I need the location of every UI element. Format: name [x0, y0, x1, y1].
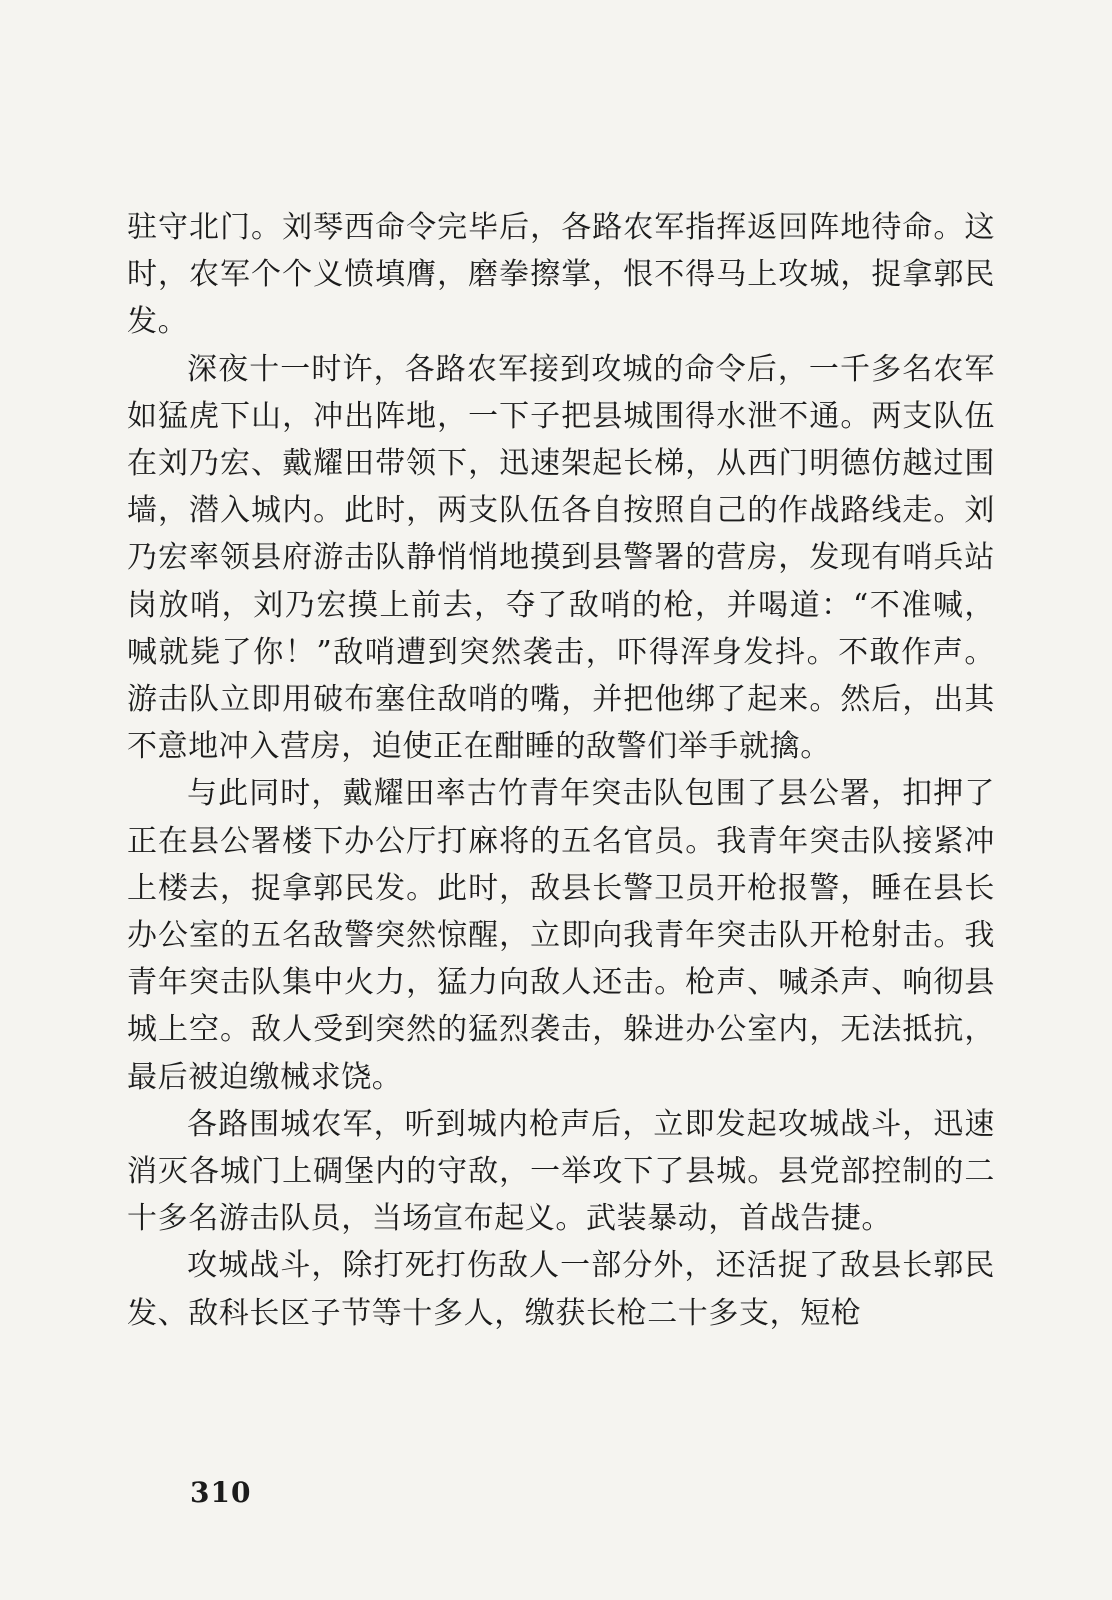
paragraph-5: 攻城战斗，除打死打伤敌人一部分外，还活捉了敌县长郭民发、敌科长区子节等十多人，缴获长枪二十多支，短枪: [127, 1248, 995, 1331]
paragraph-3: 与此同时，戴耀田率古竹青年突击队包围了县公署，扣押了正在县公署楼下办公厅打麻将的五名官员。我青年突击队接紧冲上楼去，捉拿郭民发。此时，敌县长警卫员开枪报警，睡在县长办公室的五名敌警突然惊醒，立即向我青年突击队开枪射击。我青年突击队集中火力，猛力向敌人还击。枪声、喊杀声、响彻县城上空。敌人受到突然的猛烈袭击，躲进办公室内，无法抵抗，最后被迫缴械求饶。: [127, 776, 995, 1095]
page-number: 310: [190, 1476, 252, 1509]
paragraph-1: 驻守北门。刘琴西命令完毕后，各路农军指挥返回阵地待命。这时，农军个个义愤填膺，磨拳擦掌，恨不得马上攻城，捉拿郭民发。: [127, 210, 995, 340]
paragraph-2: 深夜十一时许，各路农军接到攻城的命令后，一千多名农军如猛虎下山，冲出阵地，一下子把县城围得水泄不通。两支队伍在刘乃宏、戴耀田带领下，迅速架起长梯，从西门明德仿越过围墙，潜入城内。此时，两支队伍各自按照自己的作战路线走。刘乃宏率领县府游击队静悄悄地摸到县警署的营房，发现有哨兵站岗放哨，刘乃宏摸上前去，夺了敌哨的枪，并喝道：“不准喊，喊就毙了你！”敌哨遭到突然袭击，吓得浑身发抖。不敢作声。游击队立即用破布塞住敌哨的嘴，并把他绑了起来。然后，出其不意地冲入营房，迫使正在酣睡的敌警们举手就擒。: [127, 351, 995, 765]
body-text: [127, 204, 995, 1337]
paragraph-4: 各路围城农军，听到城内枪声后，立即发起攻城战斗，迅速消灭各城门上碉堡内的守敌，一举攻下了县城。县党部控制的二十多名游击队员，当场宣布起义。武装暴动，首战告捷。: [127, 1106, 995, 1237]
